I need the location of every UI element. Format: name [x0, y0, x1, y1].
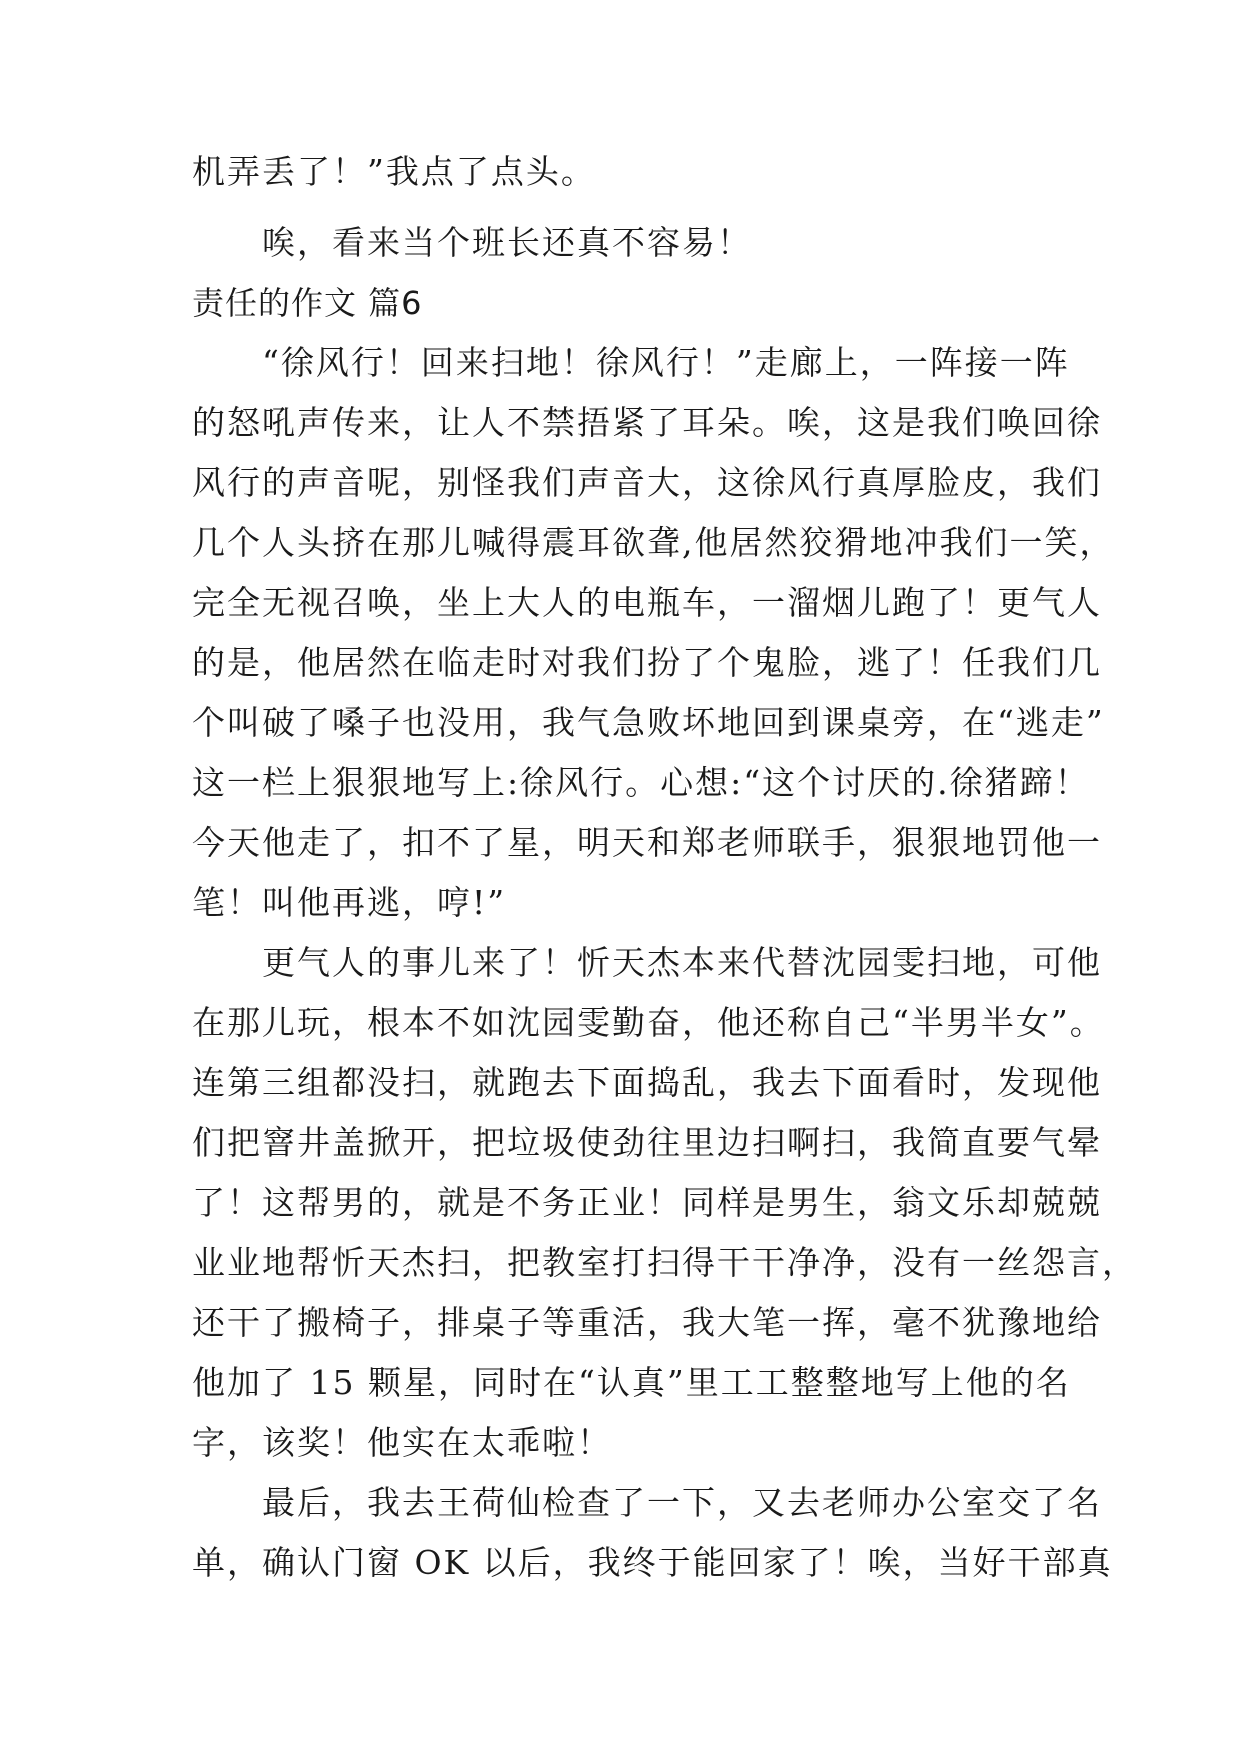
text-line: 这一栏上狠狠地写上:徐风行。心想:“这个讨厌的.徐猪蹄！ — [192, 763, 1090, 802]
text-line: 的怒吼声传来，让人不禁捂紧了耳朵。唉，这是我们唤回徐 — [192, 403, 1102, 442]
text-line: 几个人头挤在那儿喊得震耳欲聋,他居然狡猾地冲我们一笑， — [192, 523, 1115, 562]
text-line: 在那儿玩，根本不如沈园雯勤奋，他还称自己“半男半女”。 — [192, 1003, 1105, 1042]
text-line: 业业地帮忻天杰扫，把教室打扫得干干净净，没有一丝怨言， — [192, 1243, 1137, 1282]
text-line: 他加了 15 颗星，同时在“认真”里工工整整地写上他的名 — [192, 1363, 1071, 1402]
text-line: 个叫破了嗓子也没用，我气急败坏地回到课桌旁，在“逃走” — [192, 703, 1105, 742]
text-line: 机弄丢了！”我点了点头。 — [192, 152, 596, 191]
text-line: 连第三组都没扫，就跑去下面捣乱，我去下面看时，发现他 — [192, 1063, 1102, 1102]
text-line: 今天他走了，扣不了星，明天和郑老师联手，狠狠地罚他一 — [192, 823, 1102, 862]
text-line: 的是，他居然在临走时对我们扮了个鬼脸，逃了！任我们几 — [192, 643, 1102, 682]
text-line: 还干了搬椅子，排桌子等重活，我大笔一挥，毫不犹豫地给 — [192, 1303, 1102, 1342]
text-line: 了！这帮男的，就是不务正业！同样是男生，翁文乐却兢兢 — [192, 1183, 1102, 1222]
text-line: 们把窨井盖掀开，把垃圾使劲往里边扫啊扫，我简直要气晕 — [192, 1123, 1102, 1162]
text-line: 唉，看来当个班长还真不容易！ — [192, 223, 752, 262]
text-line: 单，确认门窗 OK 以后，我终于能回家了！唉，当好干部真 — [192, 1543, 1113, 1582]
text-line: 字，该奖！他实在太乖啦！ — [192, 1423, 612, 1462]
text-line: 笔！叫他再逃，哼!” — [192, 883, 507, 922]
text-line: 完全无视召唤，坐上大人的电瓶车，一溜烟儿跑了！更气人 — [192, 583, 1102, 622]
text-line: “徐风行！回来扫地！徐风行！”走廊上，一阵接一阵 — [192, 343, 1070, 382]
text-line: 更气人的事儿来了！忻天杰本来代替沈园雯扫地，可他 — [192, 943, 1102, 982]
text-line: 最后，我去王荷仙检查了一下，又去老师办公室交了名 — [192, 1483, 1102, 1522]
section-title: 责任的作文 篇6 — [192, 284, 423, 322]
text-line: 风行的声音呢，别怪我们声音大，这徐风行真厚脸皮，我们 — [192, 463, 1102, 502]
